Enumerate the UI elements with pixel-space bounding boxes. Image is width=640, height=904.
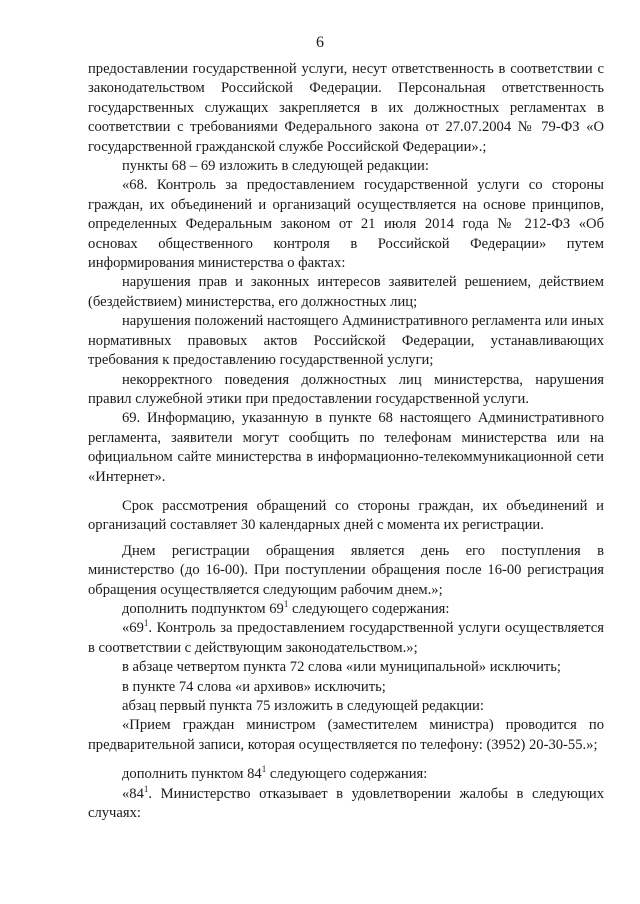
text-part: . Министерство отказывает в удовлетворении жалобы в следующих случаях:: [88, 785, 604, 822]
paragraph-with-superscript: [88, 765, 604, 784]
text-part: дополнить пунктом 84: [122, 766, 262, 783]
paragraph: пункты 68 – 69 изложить в следующей редакции:: [122, 158, 429, 175]
paragraph: «Прием граждан министром (заместителем министра) проводится по предварительной записи, которая осуществляется по телефону: (3952) 20-30-55.»;: [88, 717, 604, 753]
text-part: . Контроль за предоставлением государственной услуги осуществляется в соответствии с действующим законодательством.»;: [88, 620, 604, 656]
text-part: «69: [122, 620, 144, 637]
text-part: следующего содержания:: [288, 600, 450, 617]
paragraph-with-superscript: [88, 619, 604, 658]
paragraph: нарушения положений настоящего Административного регламента или иных нормативных правовых актов Российской Федерации, устанавливающих требования к предоставлению государственной услуги;: [88, 313, 604, 369]
text-part: «84: [122, 785, 144, 802]
paragraph: в пункте 74 слова «и архивов» исключить;: [122, 678, 386, 695]
document-body: [88, 60, 604, 823]
paragraph: Срок рассмотрения обращений со стороны граждан, их объединений и организаций составляет 30 календарных дней с момента их регистрации.: [88, 497, 604, 534]
paragraph: предоставлении государственной услуги, несут ответственность в соответствии с законодательством Российской Федерации. Персональная ответственность государственных служащих закрепляется в их должностных регламентах в соответствии с требованиями Федерального закона от 27.07.2004 № 79-ФЗ «О государственной гражданской службе Российской Федерации».;: [88, 61, 604, 155]
paragraph: абзац первый пункта 75 изложить в следующей редакции:: [122, 698, 484, 714]
paragraph-with-superscript: [88, 600, 604, 619]
superscript: 1: [283, 599, 289, 610]
paragraph: в абзаце четвертом пункта 72 слова «или муниципальной» исключить;: [122, 659, 561, 676]
paragraph: 69. Информацию, указанную в пункте 68 настоящего Административного регламента, заявители могут сообщить по телефонам министерства или на официальном сайте министерства в информационно-телекоммуникационной сети «Интернет».: [88, 410, 604, 485]
paragraph-with-superscript: [88, 785, 604, 824]
text-part: дополнить подпунктом 69: [122, 600, 284, 617]
paragraph: Днем регистрации обращения является день его поступления в министерство (до 16-00). При поступлении обращения после 16-00 регистрация обращения осуществляется следующим рабочим днем.»;: [88, 542, 604, 598]
paragraph: некорректного поведения должностных лиц министерства, нарушения правил служебной этики при предоставлении государственной услуги.: [88, 371, 604, 407]
page-number: 6: [316, 34, 324, 51]
paragraph: «68. Контроль за предоставлением государственной услуги со стороны граждан, их объединений и организаций осуществляется на основе принципов, определенных Федеральным законом от 21 июля 2014 года № 212-ФЗ «Об основах общественного контроля в Российской Федерации» путем информирования министерства о фактах:: [88, 177, 604, 272]
superscript: 1: [143, 618, 149, 629]
superscript: 1: [261, 764, 267, 775]
paragraph: нарушения прав и законных интересов заявителей решением, действием (бездействием) министерства, его должностных лиц;: [88, 274, 604, 310]
text-part: следующего содержания:: [266, 766, 428, 783]
superscript: 1: [143, 783, 149, 794]
